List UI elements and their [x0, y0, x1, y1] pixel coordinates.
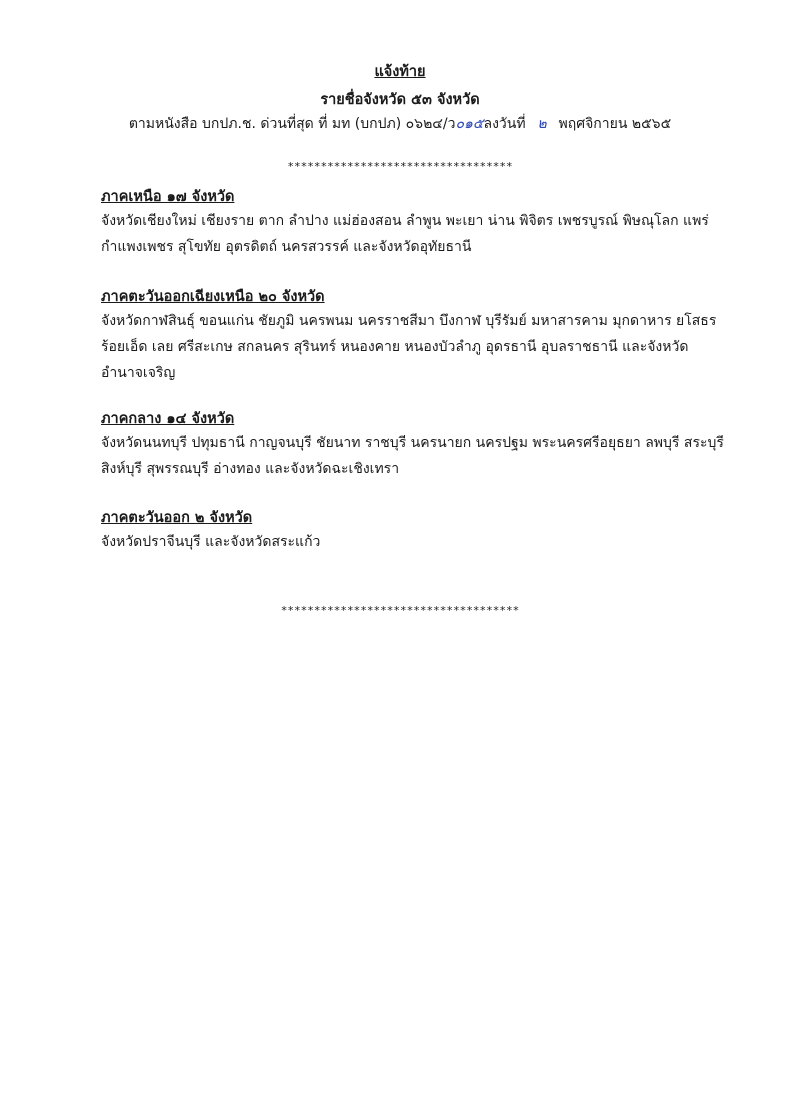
handwritten-day: ๒ [537, 116, 547, 132]
reference-month-year: พฤศจิกายน ๒๕๖๕ [558, 116, 672, 132]
region-section-north [101, 186, 731, 260]
province-line: อำนาจเจริญ [101, 365, 176, 381]
reference-line [0, 113, 800, 135]
province-line: จังหวัดเชียงใหม่ เชียงราย ตาก ลำปาง แม่ฮ่องสอน ลำพูน พะเยา น่าน พิจิตร เพชรบูรณ์ พิษณุโลก แพร่ [101, 213, 709, 229]
province-line: จังหวัดนนทบุรี ปทุมธานี กาญจนบุรี ชัยนาท ราชบุรี นครนายก นครปฐม พระนครศรีอยุธยา ลพบุรี สระบุรี [101, 435, 724, 451]
region-section-northeast [101, 286, 731, 386]
reference-date-label: ลงวันที่ [483, 116, 526, 132]
separator-bottom: ************************************ [280, 604, 520, 617]
region-section-east [101, 507, 731, 555]
province-line: จังหวัดปราจีนบุรี และจังหวัดสระแก้ว [101, 534, 321, 550]
reference-prefix: ตามหนังสือ บกปภ.ช. ด่วนที่สุด ที่ มท (บกปภ) ๐๖๒๔/ว [128, 116, 456, 132]
province-line: สิงห์บุรี สุพรรณบุรี อ่างทอง และจังหวัดฉะเชิงเทรา [101, 461, 400, 477]
province-line: กำแพงเพชร สุโขทัย อุตรดิตถ์ นครสวรรค์ และจังหวัดอุทัยธานี [101, 239, 472, 255]
handwritten-number: ๐๑๕ [455, 116, 484, 132]
region-heading: ภาคกลาง ๑๔ จังหวัด [101, 411, 235, 427]
province-line: ร้อยเอ็ด เลย ศรีสะเกษ สกลนคร สุรินทร์ หนองคาย หนองบัวลำภู อุดรธานี อุบลราชธานี และจังหวัด [101, 339, 689, 355]
separator-top: ********************************** [287, 160, 513, 173]
province-line: จังหวัดกาฬสินธุ์ ขอนแก่น ชัยภูมิ นครพนม นครราชสีมา บึงกาฬ บุรีรัมย์ มหาสารคาม มุกดาหาร ยโสธร [101, 313, 717, 329]
document-title: แจ้งท้าย [374, 64, 426, 80]
document-subtitle: รายชื่อจังหวัด ๕๓ จังหวัด [320, 92, 480, 108]
region-section-central [101, 408, 731, 482]
region-heading: ภาคตะวันออก ๒ จังหวัด [101, 510, 253, 526]
region-heading: ภาคเหนือ ๑๗ จังหวัด [101, 189, 235, 205]
region-heading: ภาคตะวันออกเฉียงเหนือ ๒๐ จังหวัด [101, 289, 325, 305]
